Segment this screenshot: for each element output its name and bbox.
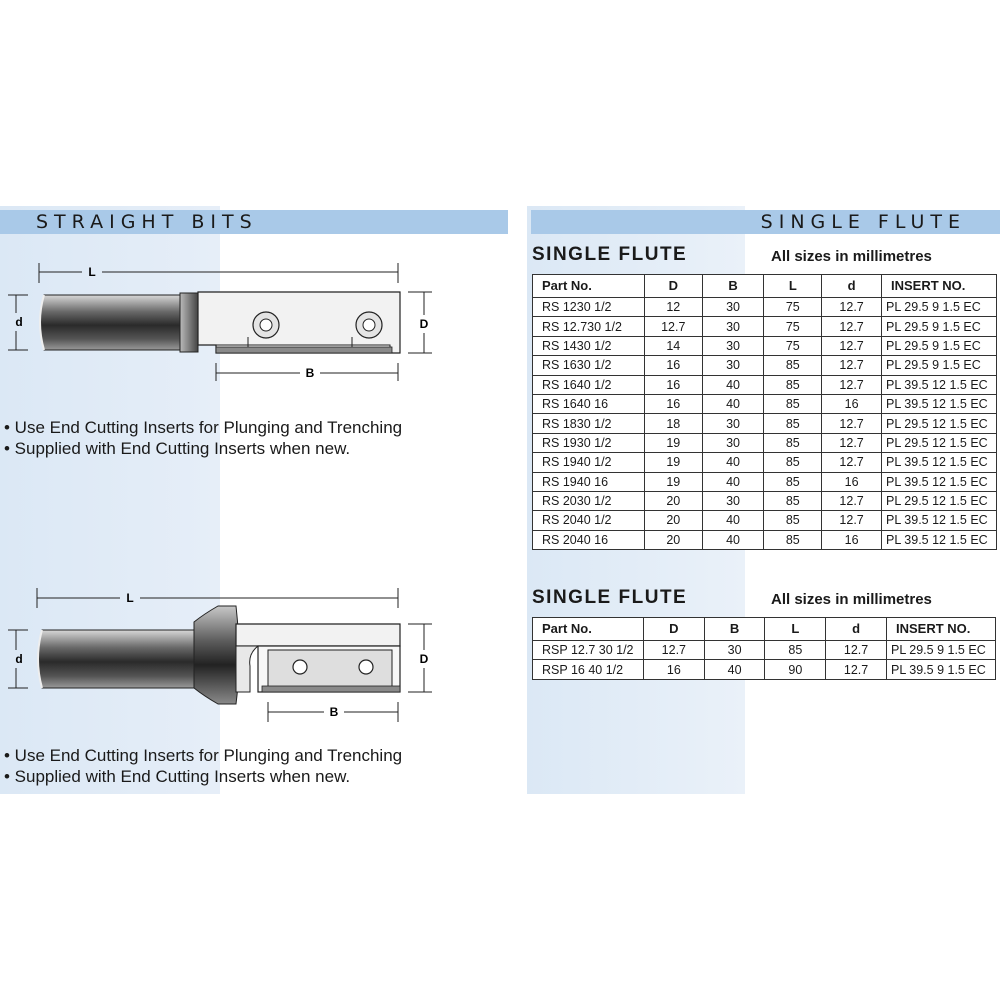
table-cell: 85	[764, 394, 822, 413]
header-title-right: SINGLE FLUTE	[760, 211, 966, 233]
straight-bit-collar-drawing	[0, 580, 440, 725]
table-cell: 75	[764, 298, 822, 317]
column-header: B	[702, 275, 764, 298]
table-cell: 30	[702, 317, 764, 336]
table-row	[533, 336, 997, 355]
bullet-item: • Use End Cutting Inserts for Plunging and Trenching	[4, 746, 403, 765]
table-cell: 16	[644, 356, 702, 375]
table-cell: 12.7	[826, 641, 887, 660]
table-cell: RS 12.730 1/2	[533, 317, 645, 336]
table-cell: PL 39.5 9 1.5 EC	[886, 660, 995, 679]
table-cell: PL 39.5 12 1.5 EC	[882, 530, 997, 549]
table-cell: RS 1430 1/2	[533, 336, 645, 355]
table-cell: 40	[702, 511, 764, 530]
header-title-left: STRAIGHT BITS	[36, 211, 258, 233]
table1-title: SINGLE FLUTE	[532, 244, 688, 265]
table-cell: 40	[702, 394, 764, 413]
spec-table-1	[532, 274, 997, 550]
table-cell: PL 39.5 12 1.5 EC	[882, 472, 997, 491]
table-row	[533, 414, 997, 433]
table-cell: RS 1830 1/2	[533, 414, 645, 433]
table-cell: RS 2040 16	[533, 530, 645, 549]
table-cell: 12.7	[822, 414, 882, 433]
table-cell: 19	[644, 433, 702, 452]
table-cell: 40	[702, 375, 764, 394]
table-header-row	[533, 275, 997, 298]
table-cell: RS 1940 1/2	[533, 453, 645, 472]
bullet-item: • Supplied with End Cutting Inserts when new.	[4, 767, 351, 786]
table-cell: 30	[702, 298, 764, 317]
table-cell: 75	[764, 317, 822, 336]
table-cell: 90	[765, 660, 826, 679]
table-cell: 16	[643, 660, 704, 679]
column-header: Part No.	[533, 618, 644, 641]
table-cell: PL 29.5 12 1.5 EC	[882, 491, 997, 510]
table-row	[533, 453, 997, 472]
table-cell: 12.7	[822, 375, 882, 394]
table-row	[533, 375, 997, 394]
table-header-row	[533, 618, 996, 641]
table-cell: PL 29.5 12 1.5 EC	[882, 414, 997, 433]
bullet-item: • Use End Cutting Inserts for Plunging and Trenching	[4, 418, 403, 437]
dim-label-D: D	[419, 317, 429, 331]
table-cell: 19	[644, 453, 702, 472]
table-cell: PL 39.5 12 1.5 EC	[882, 394, 997, 413]
table-row	[533, 394, 997, 413]
table-cell: 16	[644, 375, 702, 394]
table-cell: RS 1640 1/2	[533, 375, 645, 394]
straight-bit-drawing	[0, 255, 440, 385]
column-header: L	[765, 618, 826, 641]
table-cell: 16	[644, 394, 702, 413]
table-row	[533, 356, 997, 375]
table-cell: 85	[764, 433, 822, 452]
table-cell: RS 1640 16	[533, 394, 645, 413]
table-cell: 12.7	[822, 336, 882, 355]
dim-label-d: d	[15, 652, 23, 666]
table-cell: PL 39.5 12 1.5 EC	[882, 453, 997, 472]
table-cell: 40	[702, 472, 764, 491]
table-cell: 85	[764, 491, 822, 510]
table-row	[533, 491, 997, 510]
table-cell: PL 29.5 9 1.5 EC	[882, 336, 997, 355]
table-cell: PL 29.5 9 1.5 EC	[882, 356, 997, 375]
table-row	[533, 660, 996, 679]
table-cell: 12.7	[826, 660, 887, 679]
table-cell: RS 1630 1/2	[533, 356, 645, 375]
table-cell: 12.7	[822, 433, 882, 452]
table-row	[533, 317, 997, 336]
table-cell: 30	[702, 433, 764, 452]
table-cell: RS 1230 1/2	[533, 298, 645, 317]
table-cell: 40	[704, 660, 765, 679]
column-header: B	[704, 618, 765, 641]
dim-label-B: B	[305, 366, 315, 380]
table-cell: RS 2030 1/2	[533, 491, 645, 510]
table-row	[533, 433, 997, 452]
table-cell: PL 39.5 12 1.5 EC	[882, 375, 997, 394]
table-cell: 75	[764, 336, 822, 355]
column-header: d	[826, 618, 887, 641]
column-header: D	[644, 275, 702, 298]
table-cell: 20	[644, 530, 702, 549]
table-cell: 20	[644, 491, 702, 510]
table-cell: 30	[702, 336, 764, 355]
table-cell: 12.7	[822, 453, 882, 472]
table-cell: RS 1930 1/2	[533, 433, 645, 452]
table-cell: PL 29.5 9 1.5 EC	[882, 317, 997, 336]
table-cell: 85	[764, 453, 822, 472]
spec-table-2	[532, 617, 996, 680]
bullet-list-1	[4, 417, 402, 459]
table-cell: RSP 16 40 1/2	[533, 660, 644, 679]
table-cell: 19	[644, 472, 702, 491]
table-cell: 14	[644, 336, 702, 355]
table-cell: 12.7	[643, 641, 704, 660]
table-cell: 20	[644, 511, 702, 530]
table-cell: 30	[702, 414, 764, 433]
dim-label-B: B	[329, 705, 339, 719]
table-row	[533, 298, 997, 317]
table-cell: 85	[764, 511, 822, 530]
column-header: d	[822, 275, 882, 298]
table-cell: 12.7	[822, 356, 882, 375]
table-cell: 85	[764, 356, 822, 375]
table-cell: 30	[702, 356, 764, 375]
table1-note: All sizes in millimetres	[771, 248, 932, 265]
table-cell: PL 39.5 12 1.5 EC	[882, 511, 997, 530]
table-cell: 85	[764, 530, 822, 549]
table-cell: 85	[764, 375, 822, 394]
table-cell: 85	[764, 414, 822, 433]
table-row	[533, 530, 997, 549]
table-cell: 16	[822, 530, 882, 549]
dim-label-d: d	[15, 315, 23, 329]
table-cell: 16	[822, 394, 882, 413]
table-cell: PL 29.5 12 1.5 EC	[882, 433, 997, 452]
table2-title: SINGLE FLUTE	[532, 587, 688, 608]
table-cell: 18	[644, 414, 702, 433]
bullet-list-2	[4, 745, 402, 787]
column-header: L	[764, 275, 822, 298]
table-cell: 85	[765, 641, 826, 660]
column-header: INSERT NO.	[882, 275, 997, 298]
table-cell: 12.7	[822, 317, 882, 336]
table-cell: 12.7	[822, 511, 882, 530]
table-cell: 12.7	[822, 491, 882, 510]
table-cell: 30	[702, 491, 764, 510]
table-cell: RS 2040 1/2	[533, 511, 645, 530]
table-cell: 30	[704, 641, 765, 660]
table-cell: 40	[702, 453, 764, 472]
table2-note: All sizes in millimetres	[771, 591, 932, 608]
table-row	[533, 511, 997, 530]
table-cell: 12.7	[822, 298, 882, 317]
table-cell: 12.7	[644, 317, 702, 336]
table-row	[533, 641, 996, 660]
column-header: D	[643, 618, 704, 641]
dim-label-L: L	[88, 265, 96, 279]
dim-label-L: L	[126, 591, 134, 605]
table-cell: PL 29.5 9 1.5 EC	[882, 298, 997, 317]
column-header: INSERT NO.	[886, 618, 995, 641]
table-row	[533, 472, 997, 491]
table-cell: PL 29.5 9 1.5 EC	[886, 641, 995, 660]
dim-label-D: D	[419, 652, 429, 666]
table-cell: RS 1940 16	[533, 472, 645, 491]
bullet-item: • Supplied with End Cutting Inserts when new.	[4, 439, 351, 458]
table-cell: RSP 12.7 30 1/2	[533, 641, 644, 660]
column-header: Part No.	[533, 275, 645, 298]
table-cell: 12	[644, 298, 702, 317]
table-cell: 16	[822, 472, 882, 491]
table-cell: 85	[764, 472, 822, 491]
table-cell: 40	[702, 530, 764, 549]
